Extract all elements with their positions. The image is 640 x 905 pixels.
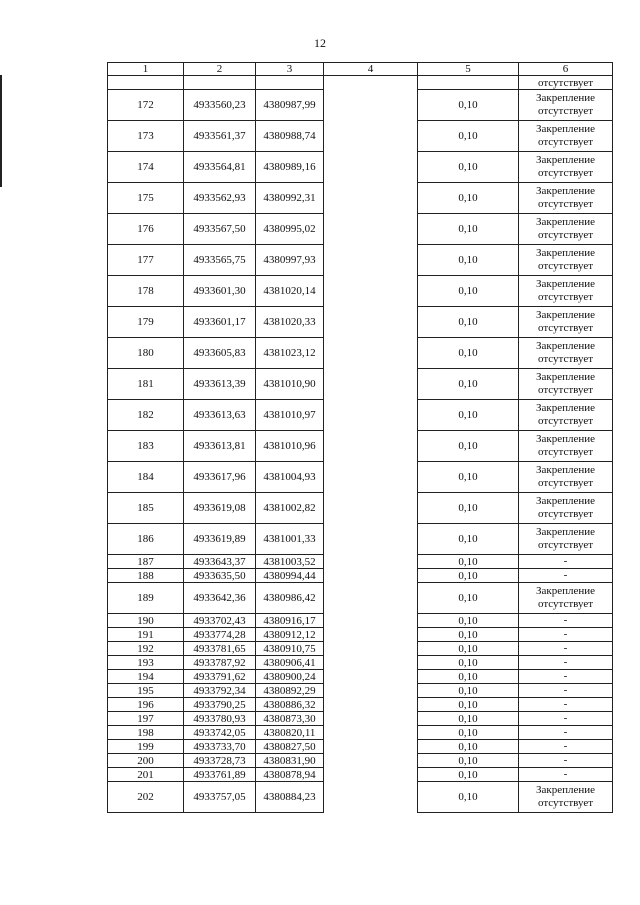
fixing-note-cell (519, 754, 613, 768)
fixing-note-line: Закрепление (535, 278, 596, 290)
x-coordinate-cell: 4933567,50 (184, 214, 256, 245)
continuation-cell (256, 76, 324, 90)
y-coordinate-cell: 4380900,24 (256, 670, 324, 684)
x-coordinate-cell: 4933560,23 (184, 90, 256, 121)
accuracy-cell: 0,10 (418, 712, 519, 726)
accuracy-cell: 0,10 (418, 90, 519, 121)
column-4-cell (324, 768, 418, 782)
y-coordinate-cell: 4381010,96 (256, 431, 324, 462)
fixing-note-line: Закрепление (535, 433, 596, 445)
y-coordinate-cell: 4380878,94 (256, 768, 324, 782)
table-row (108, 90, 613, 121)
point-number-cell: 174 (108, 152, 184, 183)
column-4-cell (324, 642, 418, 656)
point-number-cell: 192 (108, 642, 184, 656)
x-coordinate-cell: 4933791,62 (184, 670, 256, 684)
accuracy-cell: 0,10 (418, 754, 519, 768)
table-row (108, 583, 613, 614)
fixing-note-cell (519, 183, 613, 214)
table-row (108, 614, 613, 628)
x-coordinate-cell: 4933781,65 (184, 642, 256, 656)
fixing-note-line: отсутствует (537, 797, 594, 809)
x-coordinate-cell: 4933564,81 (184, 152, 256, 183)
x-coordinate-cell: 4933613,81 (184, 431, 256, 462)
accuracy-cell: 0,10 (418, 431, 519, 462)
y-coordinate-cell: 4380820,11 (256, 726, 324, 740)
fixing-note-line: отсутствует (537, 415, 594, 427)
accuracy-cell: 0,10 (418, 684, 519, 698)
y-coordinate-cell: 4381023,12 (256, 338, 324, 369)
y-coordinate-cell: 4381010,90 (256, 369, 324, 400)
accuracy-cell: 0,10 (418, 698, 519, 712)
accuracy-cell: 0,10 (418, 768, 519, 782)
table-row (108, 245, 613, 276)
accuracy-cell: 0,10 (418, 656, 519, 670)
fixing-note-line: - (563, 740, 568, 752)
point-number-cell: 183 (108, 431, 184, 462)
accuracy-cell: 0,10 (418, 524, 519, 555)
fixing-note-line: Закрепление (535, 92, 596, 104)
x-coordinate-cell: 4933619,89 (184, 524, 256, 555)
y-coordinate-cell: 4380916,17 (256, 614, 324, 628)
y-coordinate-cell: 4380988,74 (256, 121, 324, 152)
fixing-note-cell (519, 245, 613, 276)
point-number-cell: 178 (108, 276, 184, 307)
x-coordinate-cell: 4933702,43 (184, 614, 256, 628)
table-row (108, 369, 613, 400)
point-number-cell: 189 (108, 583, 184, 614)
header-cell-6: 6 (519, 63, 613, 76)
y-coordinate-cell: 4380986,42 (256, 583, 324, 614)
fixing-note-line: отсутствует (537, 477, 594, 489)
accuracy-cell: 0,10 (418, 214, 519, 245)
header-cell-3: 3 (256, 63, 324, 76)
fixing-note-line: отсутствует (537, 167, 594, 179)
column-4-cell (324, 726, 418, 740)
x-coordinate-cell: 4933613,63 (184, 400, 256, 431)
fixing-note-line: - (563, 768, 568, 780)
accuracy-cell: 0,10 (418, 152, 519, 183)
table-row (108, 569, 613, 583)
fixing-note-line: Закрепление (535, 309, 596, 321)
x-coordinate-cell: 4933728,73 (184, 754, 256, 768)
table-row (108, 338, 613, 369)
y-coordinate-cell: 4380994,44 (256, 569, 324, 583)
accuracy-cell: 0,10 (418, 726, 519, 740)
point-number-cell: 198 (108, 726, 184, 740)
fixing-note-cell (519, 569, 613, 583)
x-coordinate-cell: 4933642,36 (184, 583, 256, 614)
x-coordinate-cell: 4933643,37 (184, 555, 256, 569)
accuracy-cell: 0,10 (418, 183, 519, 214)
column-4-cell (324, 670, 418, 684)
fixing-note-line: Закрепление (535, 216, 596, 228)
fixing-note-cell (519, 628, 613, 642)
fixing-note-line: Закрепление (535, 464, 596, 476)
table-row (108, 493, 613, 524)
fixing-note-cell (519, 214, 613, 245)
x-coordinate-cell: 4933792,34 (184, 684, 256, 698)
header-row (108, 63, 613, 76)
fixing-note-line: отсутствует (537, 508, 594, 520)
header-cell-2: 2 (184, 63, 256, 76)
y-coordinate-cell: 4381002,82 (256, 493, 324, 524)
fixing-note-line: отсутствует (537, 260, 594, 272)
coordinates-table (107, 62, 613, 813)
x-coordinate-cell: 4933601,17 (184, 307, 256, 338)
point-number-cell: 201 (108, 768, 184, 782)
fixing-note-line: Закрепление (535, 247, 596, 259)
table-row (108, 726, 613, 740)
table-row (108, 276, 613, 307)
y-coordinate-cell: 4381020,33 (256, 307, 324, 338)
y-coordinate-cell: 4380831,90 (256, 754, 324, 768)
fixing-note-cell (519, 121, 613, 152)
y-coordinate-cell: 4380987,99 (256, 90, 324, 121)
continuation-cell (184, 76, 256, 90)
column-4-cell (324, 493, 418, 524)
fixing-note-line: отсутствует (537, 105, 594, 117)
column-4-cell (324, 524, 418, 555)
fixing-note-line: - (563, 712, 568, 724)
point-number-cell: 194 (108, 670, 184, 684)
fixing-note-cell (519, 740, 613, 754)
fixing-note-cell (519, 369, 613, 400)
point-number-cell: 188 (108, 569, 184, 583)
column-4-cell (324, 628, 418, 642)
column-4-cell (324, 245, 418, 276)
point-number-cell: 190 (108, 614, 184, 628)
x-coordinate-cell: 4933733,70 (184, 740, 256, 754)
accuracy-cell: 0,10 (418, 400, 519, 431)
column-4-cell (324, 740, 418, 754)
y-coordinate-cell: 4380989,16 (256, 152, 324, 183)
fixing-note-cell (519, 583, 613, 614)
column-4-cell (324, 569, 418, 583)
x-coordinate-cell: 4933761,89 (184, 768, 256, 782)
point-number-cell: 202 (108, 782, 184, 813)
table-row (108, 628, 613, 642)
continuation-cell (108, 76, 184, 90)
column-4-cell (324, 462, 418, 493)
fixing-note-line: отсутствует (537, 598, 594, 610)
accuracy-cell: 0,10 (418, 569, 519, 583)
column-4-cell (324, 614, 418, 628)
accuracy-cell: 0,10 (418, 555, 519, 569)
x-coordinate-cell: 4933613,39 (184, 369, 256, 400)
point-number-cell: 187 (108, 555, 184, 569)
point-number-cell: 179 (108, 307, 184, 338)
fixing-note-line: - (563, 698, 568, 710)
y-coordinate-cell: 4380912,12 (256, 628, 324, 642)
x-coordinate-cell: 4933787,92 (184, 656, 256, 670)
x-coordinate-cell: 4933619,08 (184, 493, 256, 524)
x-coordinate-cell: 4933757,05 (184, 782, 256, 813)
fixing-note-cell (519, 400, 613, 431)
fixing-note-line: Закрепление (535, 371, 596, 383)
fixing-note-line: - (563, 684, 568, 696)
accuracy-cell: 0,10 (418, 307, 519, 338)
point-number-cell: 200 (108, 754, 184, 768)
table-row (108, 121, 613, 152)
column-4-cell (324, 183, 418, 214)
point-number-cell: 181 (108, 369, 184, 400)
table-row (108, 768, 613, 782)
column-4-cell (324, 214, 418, 245)
x-coordinate-cell: 4933780,93 (184, 712, 256, 726)
table-row (108, 670, 613, 684)
accuracy-cell: 0,10 (418, 740, 519, 754)
accuracy-cell: 0,10 (418, 670, 519, 684)
y-coordinate-cell: 4380992,31 (256, 183, 324, 214)
fixing-note-cell (519, 276, 613, 307)
accuracy-cell: 0,10 (418, 628, 519, 642)
fixing-note-line: отсутствует (537, 446, 594, 458)
y-coordinate-cell: 4380910,75 (256, 642, 324, 656)
accuracy-cell: 0,10 (418, 245, 519, 276)
table-row (108, 183, 613, 214)
header-cell-4: 4 (324, 63, 418, 76)
y-coordinate-cell: 4381003,52 (256, 555, 324, 569)
column-4-cell (324, 90, 418, 121)
table-row (108, 782, 613, 813)
point-number-cell: 195 (108, 684, 184, 698)
table-row (108, 712, 613, 726)
accuracy-cell: 0,10 (418, 121, 519, 152)
table-row (108, 152, 613, 183)
x-coordinate-cell: 4933635,50 (184, 569, 256, 583)
fixing-note-line: - (563, 642, 568, 654)
point-number-cell: 197 (108, 712, 184, 726)
table-row (108, 214, 613, 245)
fixing-note-cell (519, 307, 613, 338)
table-row (108, 400, 613, 431)
accuracy-cell: 0,10 (418, 642, 519, 656)
table-row (108, 642, 613, 656)
fixing-note-cell (519, 524, 613, 555)
x-coordinate-cell: 4933601,30 (184, 276, 256, 307)
fixing-note-line: - (563, 614, 568, 626)
column-4-cell (324, 656, 418, 670)
fixing-note-line: Закрепление (535, 402, 596, 414)
accuracy-cell: 0,10 (418, 782, 519, 813)
fixing-note-line: отсутствует (537, 291, 594, 303)
table-row (108, 698, 613, 712)
fixing-note-cell (519, 782, 613, 813)
accuracy-cell: 0,10 (418, 583, 519, 614)
fixing-note-line: отсутствует (537, 322, 594, 334)
fixing-note-cell (519, 555, 613, 569)
table-row (108, 524, 613, 555)
point-number-cell: 196 (108, 698, 184, 712)
fixing-note-line: отсутствует (537, 136, 594, 148)
accuracy-cell: 0,10 (418, 369, 519, 400)
fixing-note-cell (519, 656, 613, 670)
fixing-note-line: - (563, 628, 568, 640)
fixing-note-line: Закрепление (535, 340, 596, 352)
continuation-row (108, 76, 613, 90)
y-coordinate-cell: 4380997,93 (256, 245, 324, 276)
continuation-note: отсутствует (519, 76, 613, 90)
x-coordinate-cell: 4933562,93 (184, 183, 256, 214)
accuracy-cell: 0,10 (418, 462, 519, 493)
point-number-cell: 184 (108, 462, 184, 493)
y-coordinate-cell: 4380892,29 (256, 684, 324, 698)
point-number-cell: 185 (108, 493, 184, 524)
margin-line (0, 75, 2, 187)
header-cell-1: 1 (108, 63, 184, 76)
x-coordinate-cell: 4933742,05 (184, 726, 256, 740)
y-coordinate-cell: 4380906,41 (256, 656, 324, 670)
table-row (108, 431, 613, 462)
point-number-cell: 172 (108, 90, 184, 121)
fixing-note-line: - (563, 569, 568, 581)
fixing-note-line: Закрепление (535, 784, 596, 796)
fixing-note-line: Закрепление (535, 495, 596, 507)
point-number-cell: 177 (108, 245, 184, 276)
table-row (108, 462, 613, 493)
column-4-cell (324, 712, 418, 726)
point-number-cell: 193 (108, 656, 184, 670)
point-number-cell: 199 (108, 740, 184, 754)
y-coordinate-cell: 4380827,50 (256, 740, 324, 754)
column-4-cell (324, 782, 418, 813)
fixing-note-cell (519, 642, 613, 656)
y-coordinate-cell: 4380884,23 (256, 782, 324, 813)
fixing-note-line: - (563, 555, 568, 567)
table-row (108, 555, 613, 569)
accuracy-cell: 0,10 (418, 338, 519, 369)
column-4-cell (324, 369, 418, 400)
fixing-note-line: Закрепление (535, 123, 596, 135)
y-coordinate-cell: 4381020,14 (256, 276, 324, 307)
fixing-note-cell (519, 726, 613, 740)
fixing-note-line: отсутствует (537, 229, 594, 241)
point-number-cell: 182 (108, 400, 184, 431)
x-coordinate-cell: 4933561,37 (184, 121, 256, 152)
point-number-cell: 173 (108, 121, 184, 152)
y-coordinate-cell: 4381010,97 (256, 400, 324, 431)
column-4-cell (324, 276, 418, 307)
continuation-cell (418, 76, 519, 90)
header-cell-5: 5 (418, 63, 519, 76)
fixing-note-cell (519, 670, 613, 684)
y-coordinate-cell: 4381004,93 (256, 462, 324, 493)
fixing-note-line: Закрепление (535, 526, 596, 538)
page-number: 12 (314, 36, 326, 50)
fixing-note-line: - (563, 656, 568, 668)
accuracy-cell: 0,10 (418, 614, 519, 628)
fixing-note-cell (519, 712, 613, 726)
point-number-cell: 191 (108, 628, 184, 642)
column-4-cell (324, 121, 418, 152)
fixing-note-cell (519, 614, 613, 628)
x-coordinate-cell: 4933774,28 (184, 628, 256, 642)
table-row (108, 656, 613, 670)
column-4-cell (324, 555, 418, 569)
column-4-cell (324, 583, 418, 614)
x-coordinate-cell: 4933790,25 (184, 698, 256, 712)
y-coordinate-cell: 4380873,30 (256, 712, 324, 726)
column-4-cell (324, 400, 418, 431)
column-4-cell (324, 338, 418, 369)
column-4-cell (324, 754, 418, 768)
fixing-note-cell (519, 768, 613, 782)
table-row (108, 684, 613, 698)
fixing-note-line: - (563, 726, 568, 738)
fixing-note-line: Закрепление (535, 154, 596, 166)
fixing-note-line: Закрепление (535, 185, 596, 197)
y-coordinate-cell: 4381001,33 (256, 524, 324, 555)
fixing-note-cell (519, 90, 613, 121)
fixing-note-cell (519, 698, 613, 712)
fixing-note-line: отсутствует (537, 198, 594, 210)
fixing-note-cell (519, 338, 613, 369)
point-number-cell: 176 (108, 214, 184, 245)
column-4-cell (324, 431, 418, 462)
fixing-note-cell (519, 493, 613, 524)
point-number-cell: 180 (108, 338, 184, 369)
column-4-cell (324, 307, 418, 338)
table-body (108, 63, 613, 813)
continuation-cell (324, 76, 418, 90)
x-coordinate-cell: 4933605,83 (184, 338, 256, 369)
column-4-cell (324, 152, 418, 183)
fixing-note-line: отсутствует (537, 353, 594, 365)
fixing-note-line: отсутствует (537, 384, 594, 396)
fixing-note-line: Закрепление (535, 585, 596, 597)
table-row (108, 754, 613, 768)
point-number-cell: 186 (108, 524, 184, 555)
fixing-note-cell (519, 152, 613, 183)
point-number-cell: 175 (108, 183, 184, 214)
fixing-note-cell (519, 431, 613, 462)
column-4-cell (324, 698, 418, 712)
x-coordinate-cell: 4933617,96 (184, 462, 256, 493)
accuracy-cell: 0,10 (418, 493, 519, 524)
y-coordinate-cell: 4380886,32 (256, 698, 324, 712)
column-4-cell (324, 684, 418, 698)
y-coordinate-cell: 4380995,02 (256, 214, 324, 245)
fixing-note-cell (519, 684, 613, 698)
x-coordinate-cell: 4933565,75 (184, 245, 256, 276)
table-row (108, 740, 613, 754)
accuracy-cell: 0,10 (418, 276, 519, 307)
fixing-note-line: - (563, 670, 568, 682)
fixing-note-line: отсутствует (537, 539, 594, 551)
fixing-note-cell (519, 462, 613, 493)
table-row (108, 307, 613, 338)
fixing-note-line: - (563, 754, 568, 766)
